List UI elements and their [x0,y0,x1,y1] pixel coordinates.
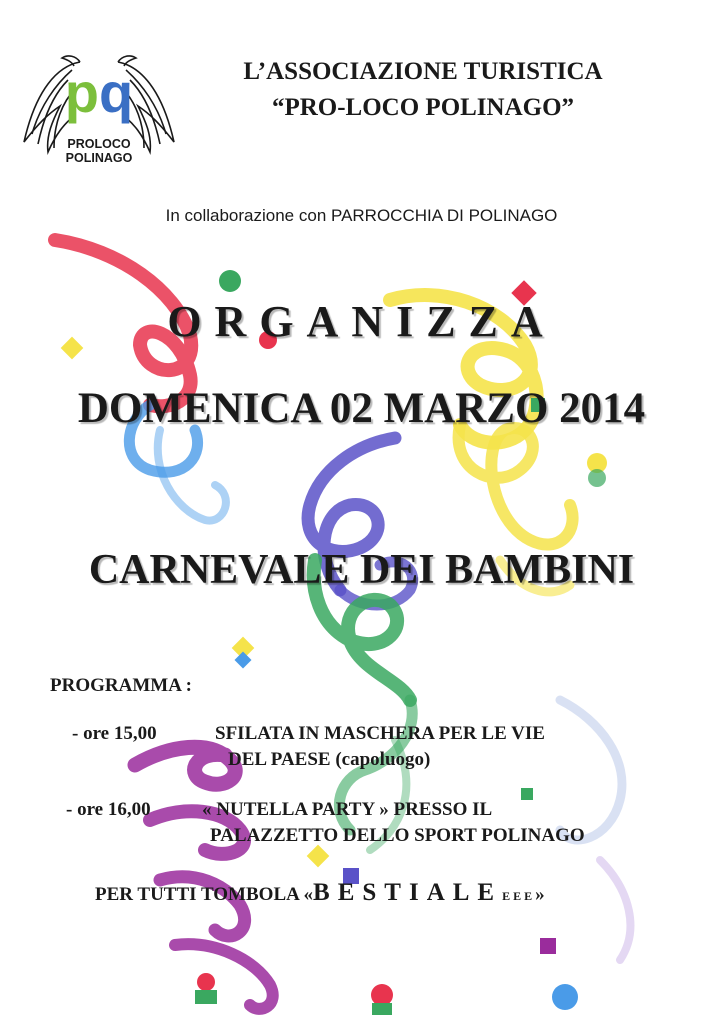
logo-caption-line2: POLINAGO [65,151,133,165]
proloco-logo [18,44,180,168]
program-item-time: - ore 15,00 [72,723,157,744]
confetti-icon [371,984,393,1006]
tombola-line [95,879,545,907]
event-title: CARNEVALE DEI BAMBINI [88,547,635,593]
program-heading: PROGRAMMA : [50,675,192,696]
confetti-icon [540,938,556,954]
confetti-icon [197,973,215,991]
program-item-time: - ore 16,00 [66,799,151,820]
confetti-icon [521,788,533,800]
confetti-icon [235,652,252,669]
association-name-line2: “PRO-LOCO POLINAGO” [271,94,575,121]
streamer-icon [135,747,235,784]
confetti-icon [552,984,578,1010]
logo-letters: pq [64,61,134,124]
confetti-icon [195,990,217,1004]
confetti-icon [307,845,330,868]
logo-caption-line1: PROLOCO [67,137,131,151]
streamer-icon [600,860,630,960]
organizza-heading: ORGANIZZA [167,297,556,346]
collaboration-text: In collaborazione con PARROCCHIA DI POLINAGO [165,206,558,225]
association-name-line1: L’ASSOCIAZIONE TURISTICA [243,58,603,85]
tombola-prefix: PER TUTTI TOMBOLA « [95,884,314,905]
streamer-icon [560,700,622,840]
program-item-description: DEL PAESE (capoluogo) [228,749,431,770]
confetti-icon [372,1003,392,1015]
program-item-description: PALAZZETTO DELLO SPORT POLINAGO [210,825,585,846]
confetti-icon [219,270,241,292]
event-date: DOMENICA 02 MARZO 2014 [77,385,646,432]
tombola-trailing-letters: EEE [502,889,536,903]
tombola-word: BESTIALE [313,879,503,906]
streamer-icon [175,944,273,1009]
program-item-description: « NUTELLA PARTY » PRESSO IL [202,799,493,820]
program-item-description: SFILATA IN MASCHERA PER LE VIE [215,723,545,744]
confetti-icon [588,469,606,487]
tombola-suffix: » [535,884,545,905]
